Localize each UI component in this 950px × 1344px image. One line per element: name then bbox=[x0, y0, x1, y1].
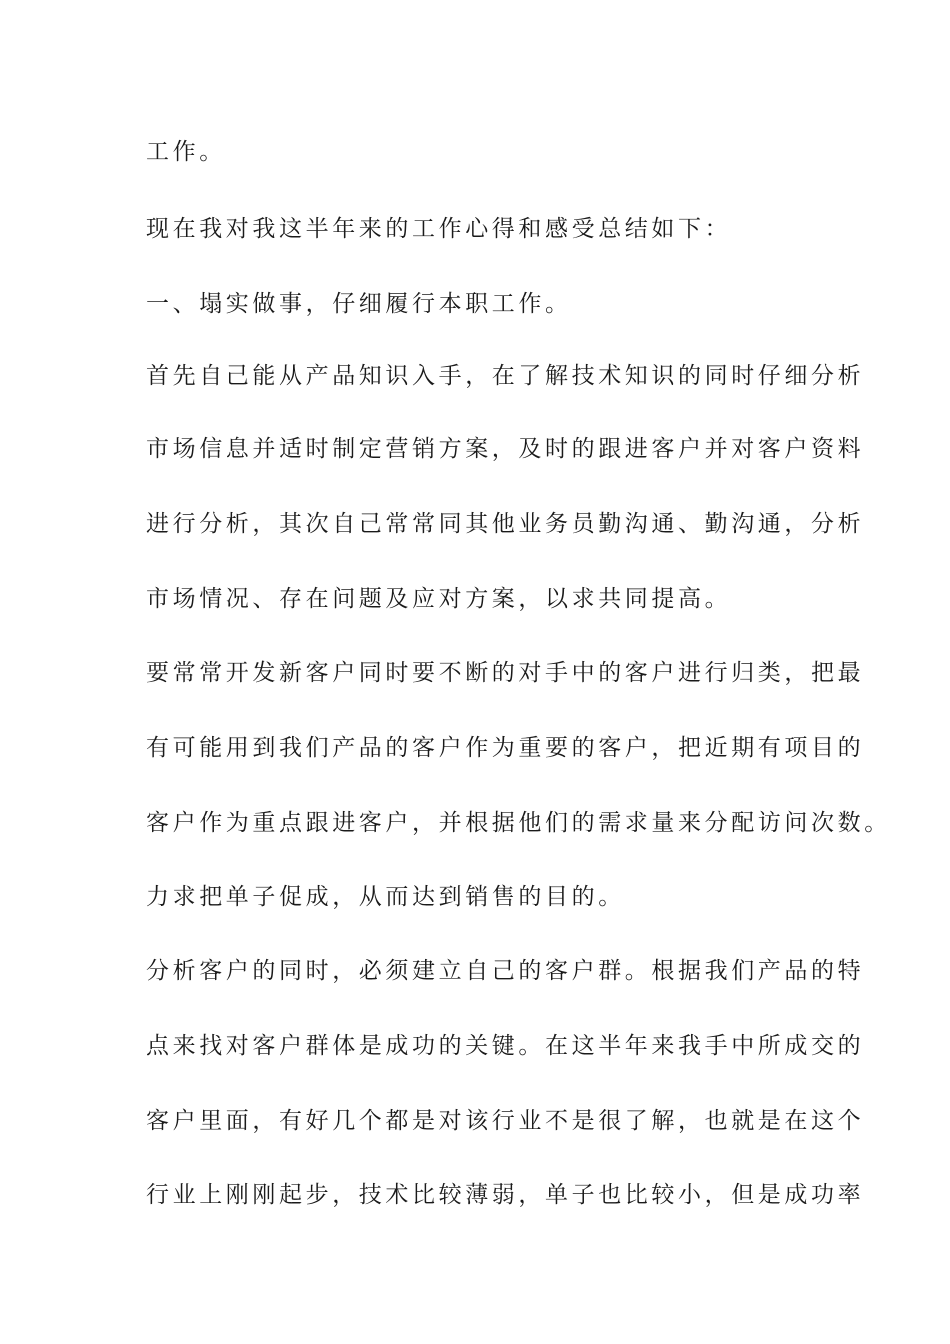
text-line: 有可能用到我们产品的客户作为重要的客户，把近期有项目的 bbox=[146, 735, 865, 761]
text-line: 行业上刚刚起步，技术比较薄弱，单子也比较小，但是成功率 bbox=[146, 1182, 865, 1208]
text-line: 客户作为重点跟进客户，并根据他们的需求量来分配访问次数。 bbox=[146, 810, 891, 836]
text-line: 市场信息并适时制定营销方案，及时的跟进客户并对客户资料 bbox=[146, 436, 865, 462]
text-line: 市场情况、存在问题及应对方案，以求共同提高。 bbox=[146, 586, 732, 612]
text-line: 进行分析，其次自己常常同其他业务员勤沟通、勤沟通，分析 bbox=[146, 511, 865, 537]
text-line: 现在我对我这半年来的工作心得和感受总结如下： bbox=[146, 216, 732, 242]
text-line: 力求把单子促成，从而达到销售的目的。 bbox=[146, 884, 625, 910]
text-line: 要常常开发新客户同时要不断的对手中的客户进行归类，把最 bbox=[146, 660, 865, 686]
text-line: 首先自己能从产品知识入手，在了解技术知识的同时仔细分析 bbox=[146, 363, 865, 389]
text-line: 分析客户的同时，必须建立自己的客户群。根据我们产品的特 bbox=[146, 958, 865, 984]
text-line: 点来找对客户群体是成功的关键。在这半年来我手中所成交的 bbox=[146, 1033, 865, 1059]
section-heading: 一、塌实做事，仔细履行本职工作。 bbox=[146, 291, 572, 317]
text-line: 客户里面，有好几个都是对该行业不是很了解，也就是在这个 bbox=[146, 1108, 865, 1134]
text-line: 工作。 bbox=[146, 139, 226, 165]
